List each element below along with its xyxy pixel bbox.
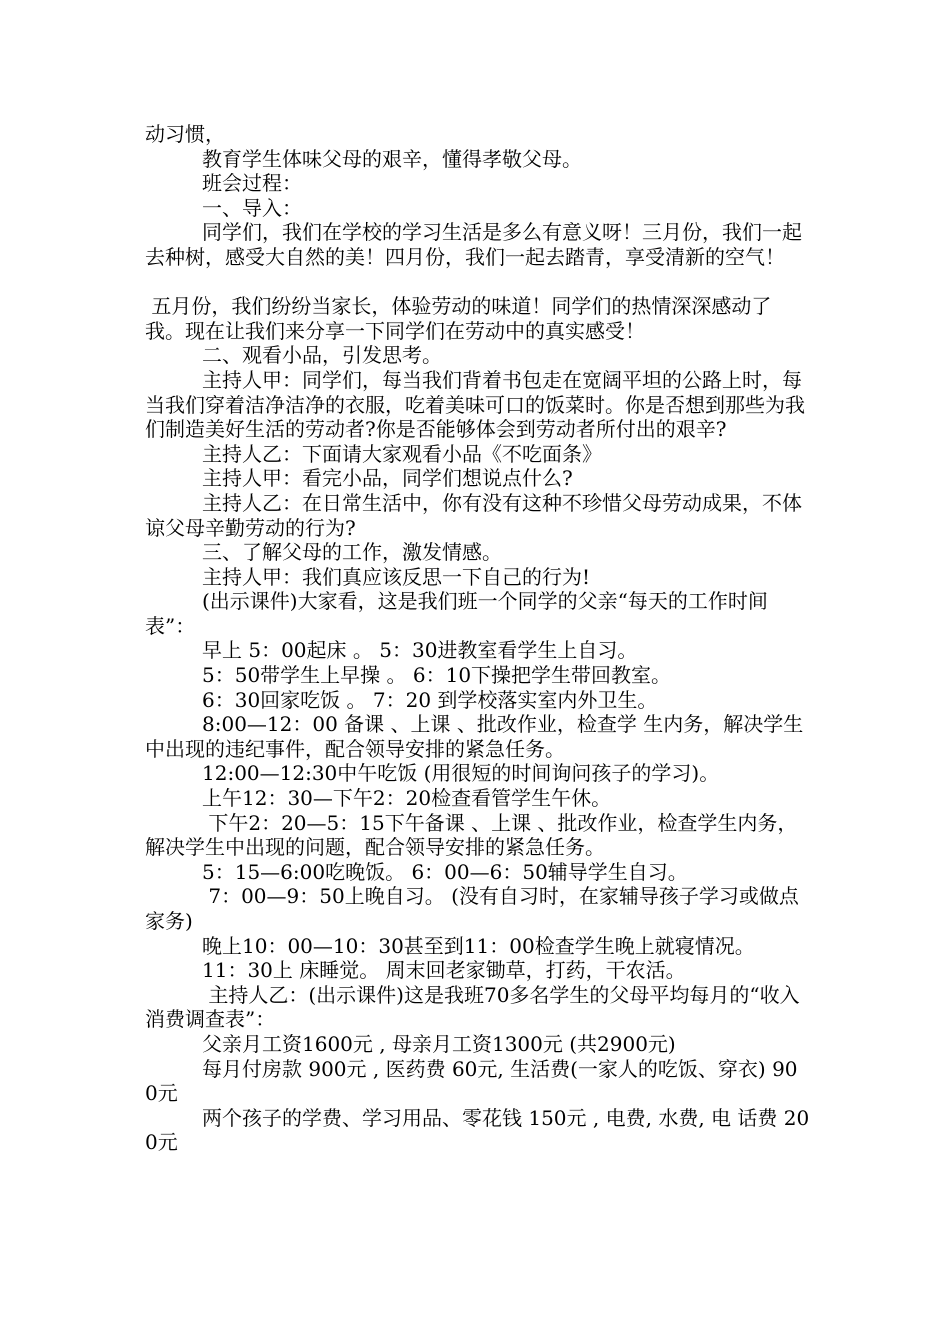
schedule-line: 12:00—12:30中午吃饭 (用很短的时间询问孩子的学习)。 — [202, 761, 720, 786]
schedule-line: 早上 5：00起床 。 5：30进教室看学生上自习。 — [202, 638, 638, 663]
schedule-line: 上午12：30—下午2：20检查看管学生午休。 — [202, 786, 612, 811]
paragraph: 教育学生体味父母的艰辛，懂得孝敬父母。 — [202, 146, 582, 171]
budget-line: 两个孩子的学费、学习用品、零花钱 150元 , 电费, 水费, 电 话费 200元 — [145, 1105, 810, 1155]
schedule-line: 下午2：20—5：15下午备课 、上课 、批改作业，检查学生内务，解决学生中出现的问题，配合领导安排的紧急任务。 — [145, 810, 798, 860]
schedule-line: 7：00—9：50上晚自习。 (没有自习时，在家辅导孩子学习或做点家务) — [145, 884, 799, 933]
paragraph: 五月份，我们纷纷当家长，体验劳动的味道！同学们的热情深深感动了我。现在让我们来分享一下同学们在劳动中的真实感受！ — [145, 294, 772, 343]
budget-line: 父亲月工资1600元 , 母亲月工资1300元 (共2900元) — [202, 1031, 676, 1056]
schedule-line: 6：30回家吃饭 。 7：20 到学校落实室内外卫生。 — [202, 687, 658, 712]
schedule-line: 5：50带学生上早操 。 6：10下操把学生带回教室。 — [202, 663, 672, 688]
paragraph: (出示课件)大家看，这是我们班一个同学的父亲“每天的工作时间表”： — [145, 589, 768, 638]
document-body — [145, 122, 810, 1155]
paragraph: 主持人乙：(出示课件)这是我班70多名学生的父母平均每月的“收入消费调查表”： — [145, 982, 800, 1032]
schedule-line: 晚上10：00—10：30甚至到11：00检查学生晚上就寝情况。 — [202, 933, 755, 958]
paragraph: 主持人甲：看完小品，同学们想说点什么? — [202, 466, 573, 491]
section-heading: 一、导入： — [202, 195, 302, 220]
paragraph: 主持人乙：在日常生活中，你有没有这种不珍惜父母劳动成果，不体谅父母辛勤劳动的行为? — [145, 490, 802, 540]
section-heading: 三、了解父母的工作，激发情感。 — [202, 540, 502, 565]
budget-line: 每月付房款 900元 , 医药费 60元, 生活费(一家人的吃饭、穿衣) 900元 — [145, 1056, 798, 1106]
paragraph: 主持人乙：下面请大家观看小品《不吃面条》 — [202, 441, 602, 466]
paragraph: 同学们，我们在学校的学习生活是多么有意义呀！三月份，我们一起去种树，感受大自然的美！四月份，我们一起去踏青，享受清新的空气！ — [145, 220, 802, 269]
blank-line — [145, 270, 810, 295]
schedule-line: 11：30上 床睡觉。 周末回老家锄草，打药，干农活。 — [202, 958, 686, 983]
paragraph: 主持人甲：同学们，每当我们背着书包走在宽阔平坦的公路上时，每当我们穿着洁净洁净的衣服，吃着美味可口的饭菜时。你是否想到那些为我们制造美好生活的劳动者?你是否能够体会到劳动者所付出的艰辛? — [145, 367, 805, 442]
paragraph: 主持人甲：我们真应该反思一下自己的行为! — [202, 564, 591, 589]
schedule-line: 8:00—12：00 备课 、上课 、批改作业，检查学 生内务，解决学生中出现的违纪事件，配合领导安排的紧急任务。 — [145, 712, 804, 761]
section-heading: 班会过程： — [202, 171, 302, 196]
schedule-line: 5：15—6:00吃晚饭。 6：00—6：50辅导学生自习。 — [202, 859, 688, 884]
section-heading: 二、观看小品，引发思考。 — [202, 343, 442, 368]
paragraph: 动习惯， — [145, 122, 225, 146]
